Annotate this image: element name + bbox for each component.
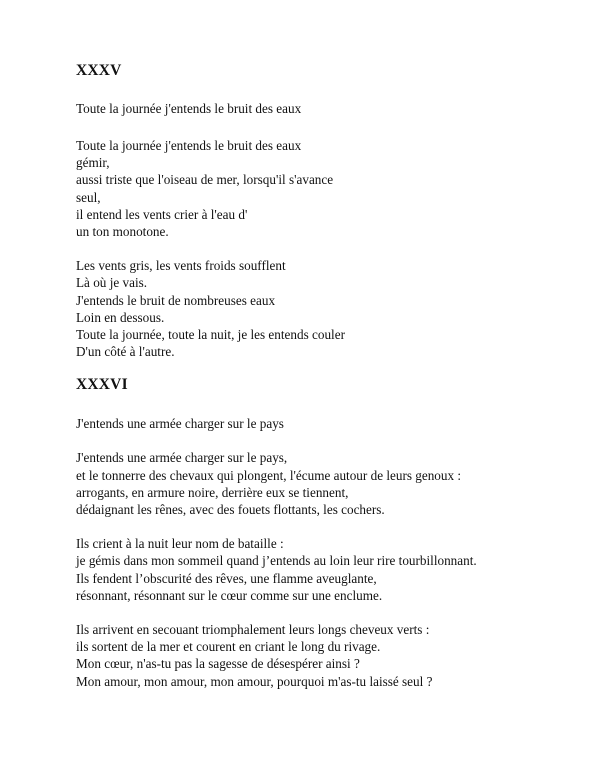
poem-line: Les vents gris, les vents froids soufflent bbox=[76, 258, 286, 274]
poem-line: D'un côté à l'autre. bbox=[76, 344, 175, 360]
section-title-xxxvi: XXXVI bbox=[76, 376, 128, 394]
poem-line: je gémis dans mon sommeil quand j’entends au loin leur rire tourbillonnant. bbox=[76, 553, 477, 569]
poem-line: aussi triste que l'oiseau de mer, lorsqu'il s'avance bbox=[76, 172, 334, 188]
poem-line: dédaignant les rênes, avec des fouets flottants, les cochers. bbox=[76, 502, 385, 518]
poem-line: Toute la journée j'entends le bruit des eaux bbox=[76, 138, 302, 153]
section-subtitle-xxxv: Toute la journée j'entends le bruit des eaux bbox=[76, 101, 302, 116]
poem-line: résonnant, résonnant sur le cœur comme sur une enclume. bbox=[76, 587, 383, 603]
stanza bbox=[76, 621, 576, 690]
section-subtitle-xxxvi: J'entends une armée charger sur le pays bbox=[76, 416, 284, 432]
stanza bbox=[76, 137, 576, 240]
stanza bbox=[76, 257, 576, 360]
poem-line: ils sortent de la mer et courent en criant le long du rivage. bbox=[76, 639, 381, 655]
poem-line: Là où je vais. bbox=[76, 275, 148, 291]
poem-line: J'entends une armée charger sur le pays, bbox=[76, 450, 288, 466]
poem-line: Ils crient à la nuit leur nom de bataille : bbox=[76, 536, 284, 552]
poem-line: Ils arrivent en secouant triomphalement leurs longs cheveux verts : bbox=[76, 622, 430, 638]
poem-line: gémir, bbox=[76, 155, 110, 171]
poem-line: et le tonnerre des chevaux qui plongent, l'écume autour de leurs genoux : bbox=[76, 467, 462, 483]
document-page bbox=[76, 62, 576, 690]
poem-line: Ils fendent l’obscurité des rêves, une flamme aveuglante, bbox=[76, 570, 377, 586]
section-title-xxxv: XXXV bbox=[76, 62, 122, 79]
poem-line: Mon cœur, n'as-tu pas la sagesse de désespérer ainsi ? bbox=[76, 656, 360, 672]
poem-line: Loin en dessous. bbox=[76, 309, 165, 325]
stanza bbox=[76, 449, 576, 518]
poem-line: arrogants, en armure noire, derrière eux se tiennent, bbox=[76, 484, 349, 500]
poem-line: seul, bbox=[76, 189, 101, 205]
poem-line: J'entends le bruit de nombreuses eaux bbox=[76, 292, 276, 308]
poem-line: Toute la journée, toute la nuit, je les entends couler bbox=[76, 327, 345, 343]
poem-line: un ton monotone. bbox=[76, 224, 169, 240]
poem-line: il entend les vents crier à l'eau d' bbox=[76, 206, 248, 222]
stanza bbox=[76, 535, 576, 604]
poem-line: Mon amour, mon amour, mon amour, pourquoi m'as-tu laissé seul ? bbox=[76, 673, 433, 689]
